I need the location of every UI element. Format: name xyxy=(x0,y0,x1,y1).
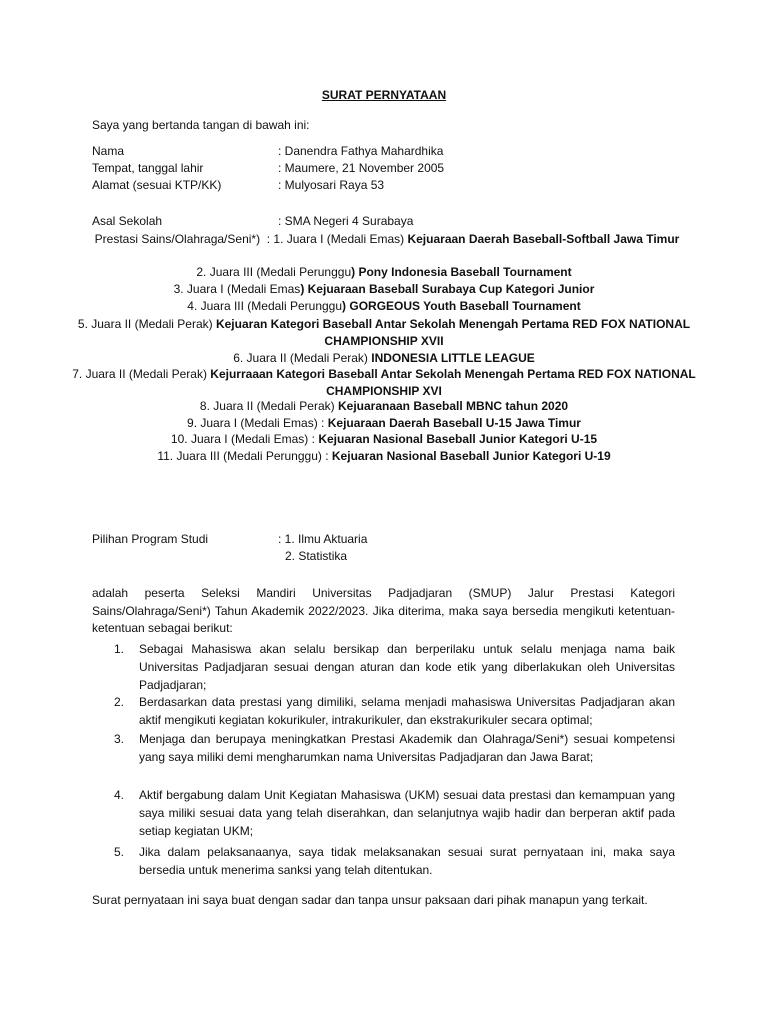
program-choice-1: : 1. Ilmu Aktuaria xyxy=(278,532,368,546)
prestasi-rank: 7. Juara II (Medali Perak) xyxy=(72,367,211,381)
prestasi-item xyxy=(70,398,698,415)
identity-row-birth xyxy=(92,161,692,178)
program-row-2 xyxy=(92,549,692,566)
prestasi-rank: : 1. Juara I (Medali Emas) xyxy=(266,232,408,246)
identity-row-name xyxy=(92,144,692,161)
prestasi-item xyxy=(70,448,698,465)
program-label: Pilihan Program Studi xyxy=(92,532,209,546)
term-text: Aktif bergabung dalam Unit Kegiatan Mahasiswa (UKM) sesuai data prestasi dan kemampuan yang saya miliki sesuai data yang telah diserahkan, dan selanjutnya wajib hadir dan berperan aktif pada setiap kegiatan UKM; xyxy=(139,788,675,838)
school-value: : SMA Negeri 4 Surabaya xyxy=(278,214,414,228)
prestasi-event: ) Pony Indonesia Baseball Tournament xyxy=(351,265,572,279)
identity-label: Tempat, tanggal lahir xyxy=(92,161,204,175)
term-text: Berdasarkan data prestasi yang dimiliki, selama menjadi mahasiswa Universitas Padjadjaran akan aktif mengikuti kegiatan kokurikuler, intrakurikuler, dan ekstrakurikuler secara optimal; xyxy=(139,695,675,727)
identity-label: Alamat (sesuai KTP/KK) xyxy=(92,178,222,192)
term-number: 1. xyxy=(114,642,125,656)
term-text: Menjaga dan berupaya meningkatkan Prestasi Akademik dan Olahraga/Seni*) sesuai kompetensi yang saya miliki demi mengharumkan nama Universitas Padjadjaran dan Jawa Barat; xyxy=(139,732,675,764)
declaration-paragraph: adalah peserta Seleksi Mandiri Universitas Padjadjaran (SMUP) Jalur Prestasi Kategori Sains/Olahraga/Seni*) Tahun Akademik 2022/2023. Jika diterima, maka saya bersedia mengikuti ketentuan-ketentuan sebagai berikut: xyxy=(92,586,675,635)
prestasi-rank: 9. Juara I (Medali Emas) : xyxy=(187,416,328,430)
prestasi-event: Kejuaraan Daerah Baseball-Softball Jawa Timur xyxy=(407,232,680,246)
intro-text: Saya yang bertanda tangan di bawah ini: xyxy=(92,118,310,132)
prestasi-event: INDONESIA LITTLE LEAGUE xyxy=(371,351,535,365)
prestasi-item xyxy=(70,366,698,399)
prestasi-item xyxy=(70,264,698,281)
identity-row-address xyxy=(92,178,692,195)
prestasi-rank: 4. Juara III (Medali Perunggu xyxy=(187,299,343,313)
prestasi-rank: 6. Juara II (Medali Perak) xyxy=(233,351,372,365)
prestasi-rank: 8. Juara II (Medali Perak) xyxy=(199,399,338,413)
identity-value: : Maumere, 21 November 2005 xyxy=(278,161,445,175)
prestasi-label: Prestasi Sains/Olahraga/Seni*) xyxy=(94,232,261,246)
term-number: 5. xyxy=(114,845,125,859)
school-label: Asal Sekolah xyxy=(92,214,163,228)
prestasi-item xyxy=(70,431,698,448)
prestasi-event: Kejuaran Kategori Baseball Antar Sekolah Menengah Pertama RED FOX NATIONAL CHAMPIONSHIP XVII xyxy=(215,317,691,348)
prestasi-event: Kejuaranaan Baseball MBNC tahun 2020 xyxy=(337,399,569,413)
prestasi-event: Kejurraaan Kategori Baseball Antar Sekolah Menengah Pertama RED FOX NATIONAL CHAMPIONSHIP XVI xyxy=(210,367,696,398)
prestasi-rank: 10. Juara I (Medali Emas) : xyxy=(170,432,319,446)
prestasi-rank: 11. Juara III (Medali Perunggu) : xyxy=(157,449,332,463)
identity-label: Nama xyxy=(92,144,125,158)
prestasi-event: Kejuaran Nasional Baseball Junior Kategori U-19 xyxy=(331,449,611,463)
closing-paragraph: Surat pernyataan ini saya buat dengan sadar dan tanpa unsur paksaan dari pihak manapun yang terkait. xyxy=(92,893,648,907)
term-number: 2. xyxy=(114,695,125,709)
term-text: Jika dalam pelaksanaanya, saya tidak melaksanakan sesuai surat pernyataan ini, maka saya bersedia untuk menerima sanksi yang telah ditentukan. xyxy=(139,845,675,877)
program-choice-2: 2. Statistika xyxy=(285,549,348,563)
prestasi-item xyxy=(70,415,698,432)
prestasi-rank: 3. Juara I (Medali Emas xyxy=(173,282,301,296)
term-text: Sebagai Mahasiswa akan selalu bersikap dan berperilaku untuk selalu menjaga nama baik Universitas Padjadjaran sesuai dengan aturan dan kode etik yang diberlakukan oleh Universitas Padjadjaran; xyxy=(139,642,675,692)
program-row xyxy=(92,532,692,549)
prestasi-event: Kejuaraan Daerah Baseball U-15 Jawa Timur xyxy=(327,416,581,430)
school-row xyxy=(92,214,692,231)
prestasi-rank: 5. Juara II (Medali Perak) xyxy=(77,317,216,331)
prestasi-item xyxy=(70,281,698,298)
term-number: 4. xyxy=(114,788,125,802)
prestasi-rank: 2. Juara III (Medali Perunggu xyxy=(196,265,352,279)
prestasi-item xyxy=(70,350,698,367)
prestasi-event: ) Kejuaraan Baseball Surabaya Cup Kategori Junior xyxy=(300,282,595,296)
prestasi-item xyxy=(70,316,698,349)
prestasi-event: Kejuaran Nasional Baseball Junior Kategori U-15 xyxy=(318,432,598,446)
identity-value: : Danendra Fathya Mahardhika xyxy=(278,144,444,158)
identity-value: : Mulyosari Raya 53 xyxy=(278,178,385,192)
prestasi-item xyxy=(92,231,682,248)
prestasi-event: ) GORGEOUS Youth Baseball Tournament xyxy=(342,299,581,313)
prestasi-item xyxy=(70,298,698,315)
term-number: 3. xyxy=(114,732,125,746)
document-title: SURAT PERNYATAAN xyxy=(321,88,447,102)
